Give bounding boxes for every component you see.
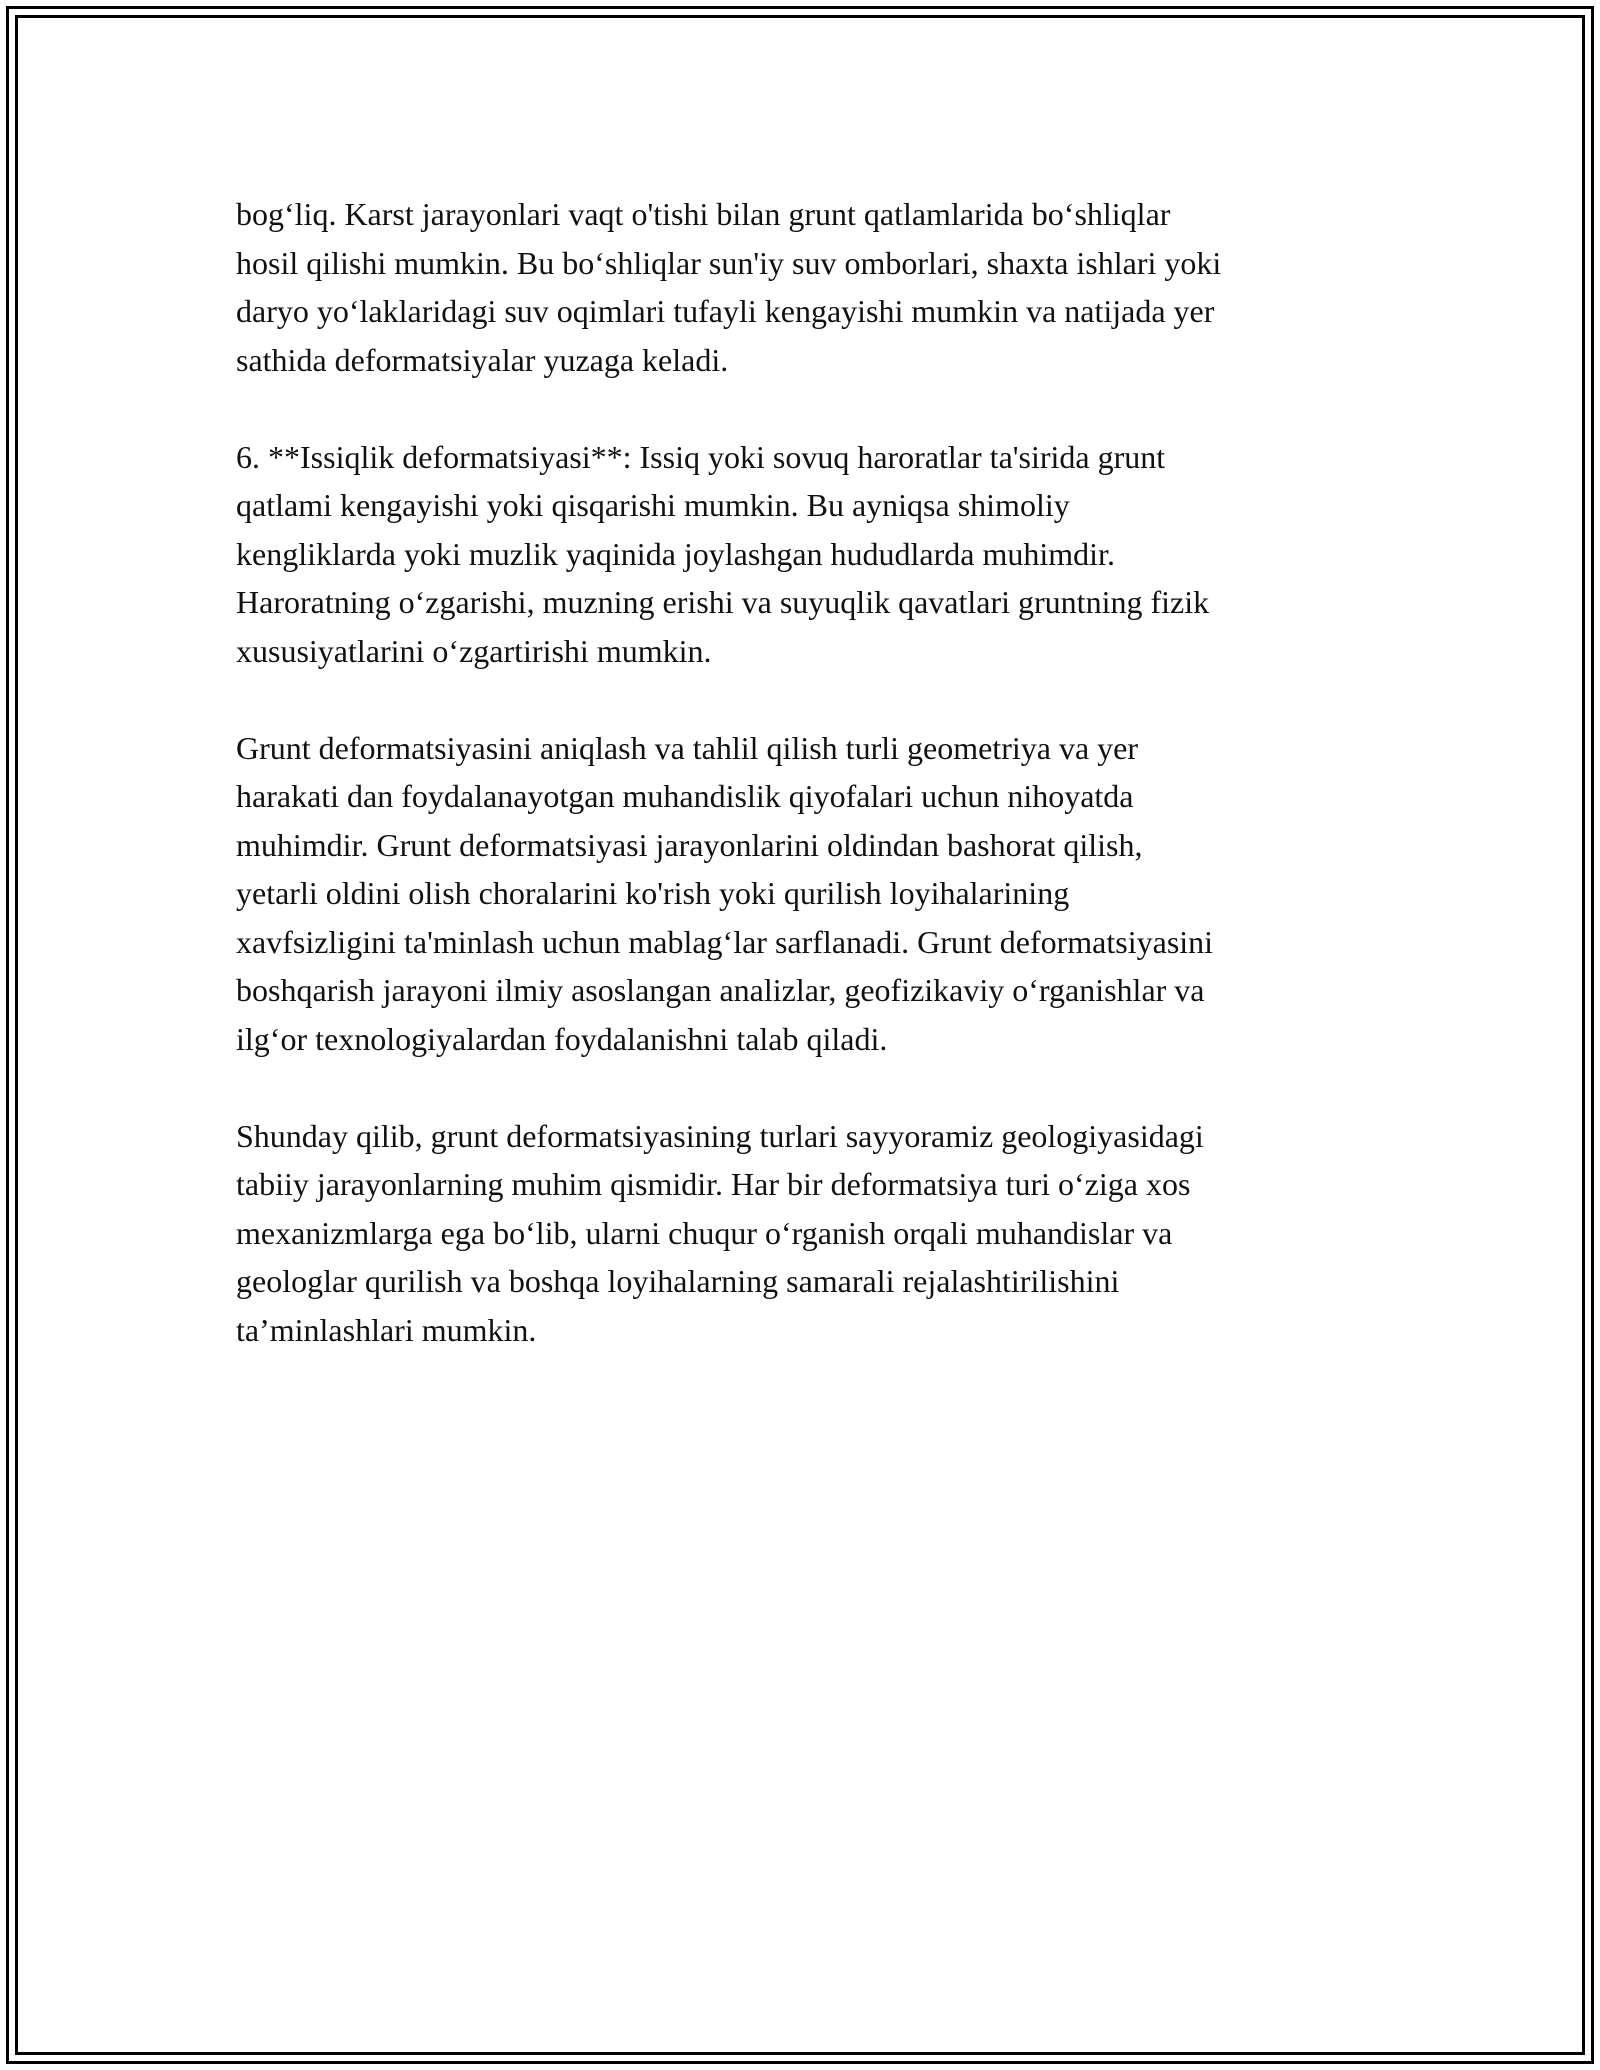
text-line: xususiyatlarini o‘zgartirishi mumkin. [236, 632, 712, 669]
paragraph-conclusion [236, 1112, 1416, 1355]
text-line: ta’minlashlari mumkin. [236, 1311, 537, 1348]
text-line: Shunday qilib, grunt deformatsiyasining turlari sayyoramiz geologiyasidagi [236, 1117, 1204, 1154]
text-line: muhimdir. Grunt deformatsiyasi jarayonlarini oldindan bashorat qilish, [236, 826, 1143, 863]
paragraph-karst [236, 190, 1416, 384]
text-line: ilg‘or texnologiyalardan foydalanishni talab qiladi. [236, 1020, 888, 1057]
text-line: bog‘liq. Karst jarayonlari vaqt o'tishi bilan grunt qatlamlarida bo‘shliqlar [236, 196, 1171, 232]
document-body [236, 190, 1416, 1403]
text-line: mexanizmlarga ega bo‘lib, ularni chuqur o‘rganish orqali muhandislar va [236, 1214, 1173, 1251]
text-line: qatlami kengayishi yoki qisqarishi mumkin. Bu ayniqsa shimoliy [236, 487, 1070, 523]
text-line: kengliklarda yoki muzlik yaqinida joylashgan hududlarda muhimdir. [236, 535, 1115, 572]
text-line: harakati dan foydalanayotgan muhandislik qiyofalari uchun nihoyatda [236, 778, 1134, 814]
text-line: tabiiy jarayonlarning muhim qismidir. Har bir deformatsiya turi o‘ziga xos [236, 1166, 1191, 1202]
text-line: daryo yo‘laklaridagi suv oqimlari tufayli kengayishi mumkin va natijada yer [236, 293, 1215, 329]
text-line: boshqarish jarayoni ilmiy asoslangan analizlar, geofizikaviy o‘rganishlar va [236, 972, 1205, 1008]
text-line: 6. **Issiqlik deformatsiyasi**: Issiq yoki sovuq haroratlar ta'sirida grunt [236, 438, 1166, 475]
text-line: Grunt deformatsiyasini aniqlash va tahlil qilish turli geometriya va yer [236, 729, 1138, 766]
text-line: xavfsizligini ta'minlash uchun mablag‘lar sarflanadi. Grunt deformatsiyasini [236, 923, 1214, 960]
text-line: hosil qilishi mumkin. Bu bo‘shliqlar sun'iy suv omborlari, shaxta ishlari yoki [236, 244, 1222, 281]
text-line: geologlar qurilish va boshqa loyihalarning samarali rejalashtirilishini [236, 1263, 1120, 1299]
text-line: Haroratning o‘zgarishi, muzning erishi va suyuqlik qavatlari gruntning fizik [236, 584, 1210, 620]
paragraph-thermal-deformation [236, 433, 1416, 676]
text-line: yetarli oldini olish choralarini ko'rish yoki qurilish loyihalarining [236, 875, 1070, 911]
text-line: sathida deformatsiyalar yuzaga keladi. [236, 341, 729, 378]
paragraph-analysis [236, 724, 1416, 1064]
